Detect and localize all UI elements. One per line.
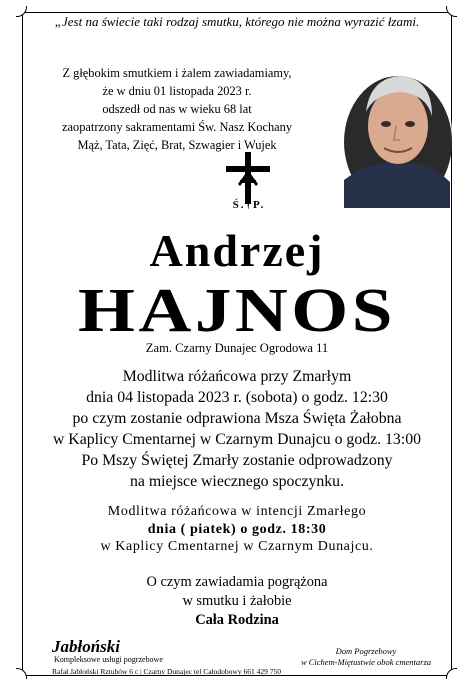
signature-family: Cała Rodzina bbox=[195, 612, 279, 628]
rosary-line: w Kaplicy Cmentarnej w Czarnym Dunajcu. bbox=[100, 539, 374, 554]
rosary-line: Modlitwa różańcowa w intencji Zmarłego bbox=[107, 504, 367, 519]
rosary-info bbox=[0, 503, 474, 556]
quote: „Jest na świecie taki rodzaj smutku, którego nie można wyrazić łzami. bbox=[54, 14, 420, 29]
funeral-home-address: Rafał Jabłoński Rztubów 6 c | Czarny Dunajec tel Całodobowy 661 429 750 bbox=[52, 667, 281, 676]
intro-line: zaopatrzony sakramentami Św. Nasz Kochany bbox=[62, 120, 293, 134]
intro-text bbox=[62, 64, 292, 154]
funeral-info-line: w Kaplicy Cmentarnej w Czarnym Dunajcu o godz. 13:00 bbox=[52, 431, 422, 448]
funeral-home-branding bbox=[52, 638, 282, 676]
funeral-home-location-text: w Cichem-Miętustwie obok cmentarza bbox=[300, 657, 432, 667]
funeral-home-logo: Jabłoński bbox=[52, 637, 121, 656]
closing-line: w smutku i żałobie bbox=[182, 593, 292, 609]
intro-line: Z głębokim smutkiem i żalem zawiadamiamy, bbox=[62, 66, 292, 80]
funeral-info-line: na miejsce wiecznego spoczynku. bbox=[129, 473, 345, 490]
funeral-info-line: Modlitwa różańcowa przy Zmarłym bbox=[122, 368, 352, 385]
first-name: Andrzej bbox=[149, 225, 325, 276]
closing-line: O czym zawiadamia pogrążona bbox=[146, 574, 328, 590]
funeral-info-line: po czym zostanie odprawiona Msza Święta Żałobna bbox=[72, 410, 402, 427]
funeral-home-location bbox=[296, 646, 436, 668]
funeral-info-line: Po Mszy Świętej Zmarły zostanie odprowadzony bbox=[81, 452, 393, 469]
intro-line: odszedł od nas w wieku 68 lat bbox=[102, 102, 252, 116]
funeral-info-line: dnia 04 listopada 2023 r. (sobota) o godz. 12:30 bbox=[86, 389, 388, 406]
rosary-date-line: dnia ( piatek) o godz. 18:30 bbox=[147, 521, 327, 537]
closing bbox=[0, 573, 474, 630]
cross-label: Ś.†P. bbox=[232, 199, 266, 211]
intro-line: Mąż, Tata, Zięć, Brat, Szwagier i Wujek bbox=[77, 138, 277, 152]
surname: HAJNOS bbox=[77, 277, 396, 345]
portrait-photo bbox=[340, 60, 452, 208]
funeral-home-label: Dom Pogrzebowy bbox=[335, 646, 397, 656]
funeral-info bbox=[0, 366, 474, 492]
address: Zam. Czarny Dunajec Ogrodowa 11 bbox=[145, 341, 329, 355]
intro-line: że w dniu 01 listopada 2023 r. bbox=[102, 84, 252, 98]
funeral-home-tagline: Kompleksowe usługi pogrzebowe bbox=[54, 655, 163, 664]
